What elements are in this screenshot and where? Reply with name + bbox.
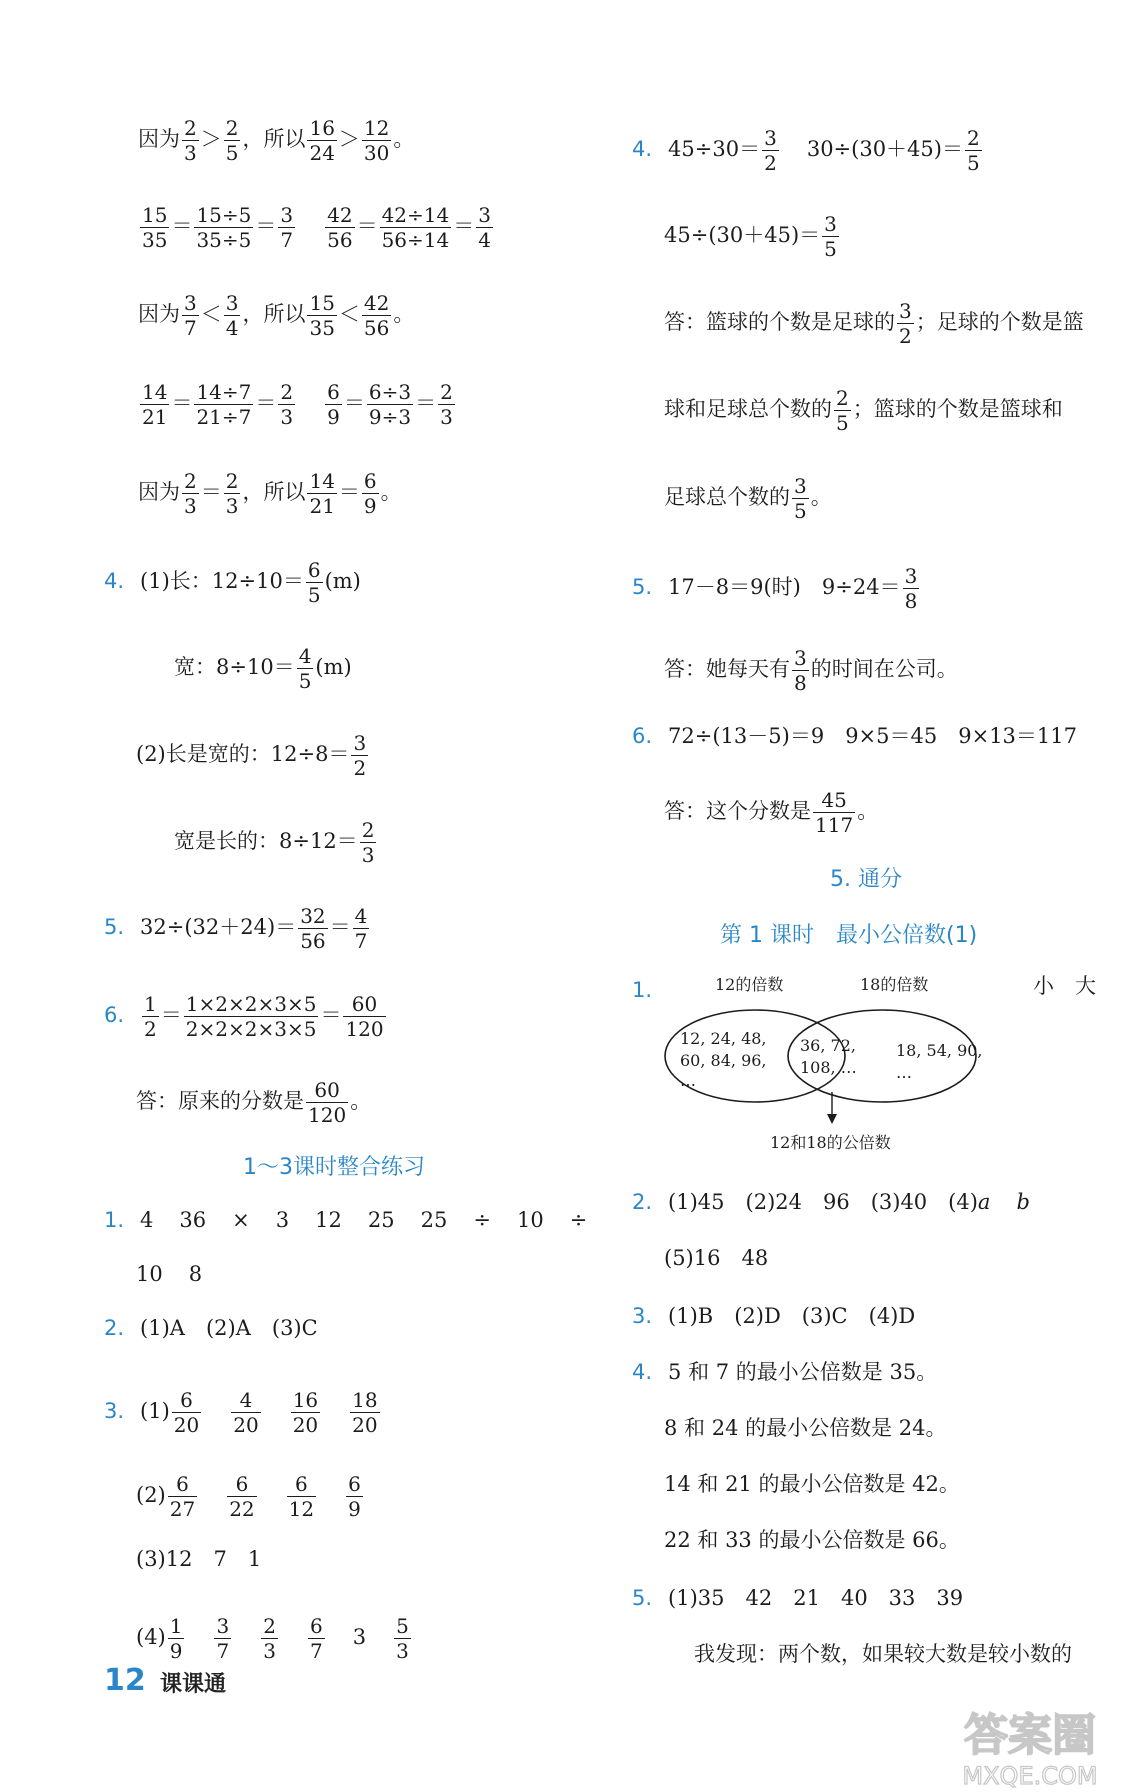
venn-left-item: … (680, 1071, 696, 1090)
right-question-4: 4. 45÷30＝ $\frac{3}{2}$ 30÷(30＋45)＝ $\frac{2}{5}$ (632, 126, 980, 175)
watermark-logo (930, 1700, 1130, 1792)
right-exercise-5-finding: 我发现：两个数，如果较大数是较小数的 (694, 1642, 1072, 1666)
venn-mid-item: 36, 72, (800, 1036, 856, 1055)
question-4-part-2: (2)长是宽的：12÷8＝ $\frac{3}{2}$ (136, 731, 367, 780)
question-4-part-2b: 宽是长的：8÷12＝ $\frac{2}{3}$ (174, 818, 375, 867)
section-title-common-denominator: 5. 通分 (830, 867, 902, 892)
exercise-3-part-2: (2) $\frac{6}{27}$ $\frac{6}{22}$ $\frac{6}{12}$ $\frac{6}{9}$ (136, 1472, 361, 1521)
section-title-integrated-practice: 1～3课时整合练习 (243, 1155, 425, 1180)
compare-line-2: 因为 $\frac{3}{7}$ ＜ $\frac{3}{4}$ ，所以 $\frac{15}{35}$ ＜ $\frac{42}{56}$ 。 (138, 291, 415, 340)
right-question-4-line2: 45÷(30＋45)＝ $\frac{3}{5}$ (664, 212, 837, 261)
question-4-width: 宽：8÷10＝ $\frac{4}{5}$ (m) (174, 644, 352, 693)
venn-mid-item: 108, … (800, 1058, 857, 1077)
right-exercise-2: 2. (1)45 (2)24 96 (3)40 (4)a b (632, 1190, 1030, 1214)
arrow-down-icon (827, 1114, 837, 1124)
question-5: 5. 32÷(32＋24)＝ $\frac{32}{56}$ ＝ $\frac{4}{7}$ (104, 904, 368, 953)
right-question-4-answer-3: 足球总个数的 $\frac{3}{5}$ 。 (664, 474, 832, 523)
right-question-5-answer: 答：她每天有 $\frac{3}{8}$ 的时间在公司。 (664, 646, 958, 695)
right-exercise-4-line2: 8 和 24 的最小公倍数是 24。 (664, 1416, 947, 1440)
exercise-3-part-1: 3. (1) $\frac{6}{20}$ $\frac{4}{20}$ $\frac{16}{20}$ $\frac{18}{20}$ (104, 1388, 378, 1437)
venn-left-item: 60, 84, 96, (680, 1051, 767, 1070)
venn-right-item: 18, 54, 90, (896, 1041, 983, 1060)
exercise-3-part-4: (4) $\frac{1}{9}$ $\frac{3}{7}$ $\frac{2}{3}$ $\frac{6}{7}$ 3 $\frac{5}{3}$ (136, 1614, 409, 1663)
right-exercise-4-line4: 22 和 33 的最小公倍数是 66。 (664, 1528, 960, 1552)
venn-right-label: 18的倍数 (860, 975, 929, 994)
simplify-line-2: $\frac{14}{21}$ ＝ $\frac{14\div 7}{21\div 7}$ ＝ $\frac{2}{3}$ $\frac{6}{9}$ ＝ $\frac{6\div 3}{9\div 3}$ ＝ $\frac{2}{3}$ (142, 380, 453, 429)
watermark-text: 答案圈 (964, 1710, 1096, 1761)
right-exercise-5: 5. (1)35 42 21 40 33 39 (632, 1586, 964, 1610)
right-question-4-answer-2: 球和足球总个数的 $\frac{2}{5}$ ；篮球的个数是篮球和 (664, 386, 1063, 435)
venn-right-item: … (896, 1063, 912, 1082)
right-question-6: 6. 72÷(13－5)＝9 9×5＝45 9×13＝117 (632, 724, 1077, 748)
right-exercise-2-cont: (5)16 48 (664, 1246, 769, 1270)
exercise-1-cont: 10 8 (136, 1262, 203, 1286)
right-exercise-3: 3. (1)B (2)D (3)C (4)D (632, 1304, 916, 1328)
lesson-title: 第 1 课时 最小公倍数(1) (720, 923, 978, 948)
right-exercise-4-line3: 14 和 21 的最小公倍数是 42。 (664, 1472, 960, 1496)
right-exercise-1: 1. (632, 978, 653, 1002)
page-number: 12 (104, 1663, 146, 1698)
compare-line-3: 因为 $\frac{2}{3}$ ＝ $\frac{2}{3}$ ，所以 $\frac{14}{21}$ ＝ $\frac{6}{9}$ 。 (138, 469, 402, 518)
venn-left-item: 12, 24, 48, (680, 1029, 767, 1048)
venn-diagram (660, 968, 1020, 1156)
right-exercise-1-words: 小 大 (1033, 974, 1096, 998)
question-4-part-1: 4. (1)长：12÷10＝ $\frac{6}{5}$ (m) (104, 558, 361, 607)
exercise-1: 1. 4 36 × 3 12 25 25 ÷ 10 ÷ (104, 1208, 588, 1232)
brand-label: 课课通 (160, 1672, 227, 1697)
watermark-url: MXQE.COM (962, 1762, 1098, 1790)
question-6: 6. $\frac{1}{2}$ ＝ $\frac{1\times 2\times 2\times 3\times 5}{2\times 2\times 2\times 3\times 5}$ ＝ $\frac{60}{120}$ (104, 992, 384, 1041)
right-question-5: 5. 17－8＝9(时) 9÷24＝ $\frac{3}{8}$ (632, 564, 918, 613)
simplify-line-1: $\frac{15}{35}$ ＝ $\frac{15\div 5}{35\div 5}$ ＝ $\frac{3}{7}$ $\frac{42}{56}$ ＝ $\frac{42\div 14}{56\div 14}$ ＝ $\frac{3}{4}$ (142, 203, 491, 252)
question-6-answer: 答：原来的分数是 $\frac{60}{120}$ 。 (136, 1078, 372, 1127)
right-question-4-answer-1: 答：篮球的个数是足球的 $\frac{3}{2}$ ；足球的个数是篮 (664, 299, 1084, 348)
question-number: 4. (104, 569, 125, 593)
compare-line-1: 因为 $\frac{2}{3}$ ＞ $\frac{2}{5}$ ，所以 $\frac{16}{24}$ ＞ $\frac{12}{30}$ 。 (138, 116, 415, 165)
venn-left-label: 12的倍数 (715, 975, 784, 994)
venn-bottom-label: 12和18的公倍数 (770, 1133, 891, 1152)
right-question-6-answer: 答：这个分数是 $\frac{45}{117}$ 。 (664, 788, 879, 837)
exercise-2: 2. (1)A (2)A (3)C (104, 1316, 318, 1340)
right-exercise-4: 4. 5 和 7 的最小公倍数是 35。 (632, 1360, 938, 1384)
exercise-3-part-3: (3)12 7 1 (136, 1547, 262, 1571)
